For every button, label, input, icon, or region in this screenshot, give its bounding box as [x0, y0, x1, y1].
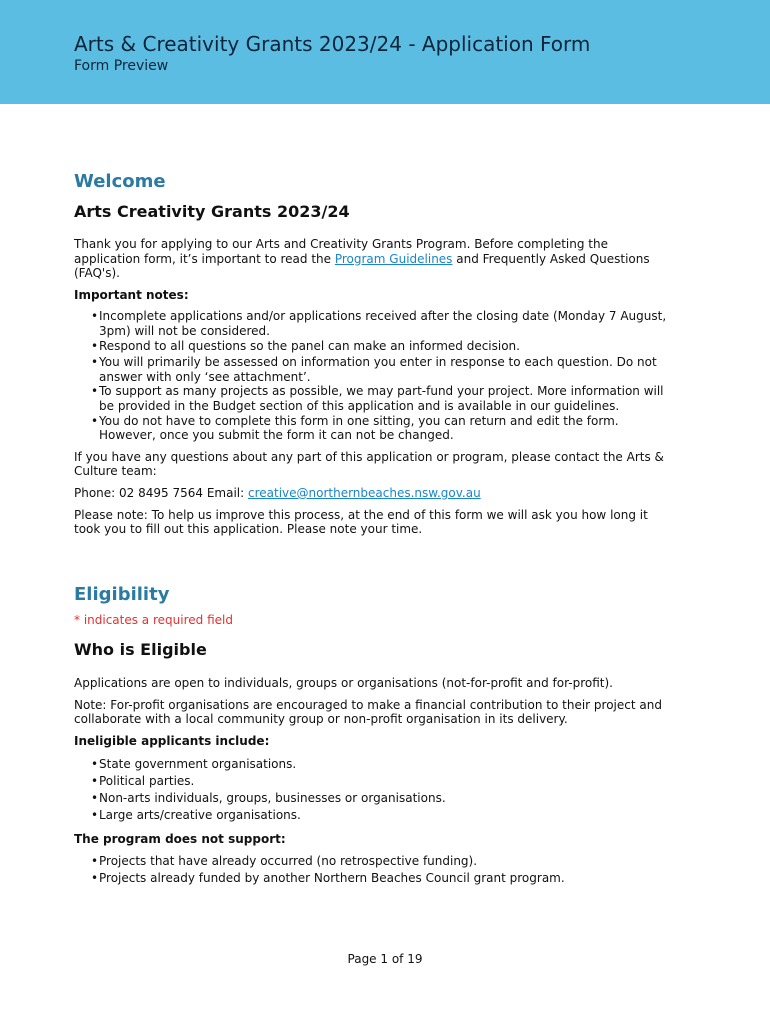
list-item-text: You do not have to complete this form in one sitting, you can return and edit the form. However, once you submit the form it can not be changed.	[99, 413, 619, 443]
important-notes-label: Important notes:	[74, 287, 189, 302]
welcome-heading: Welcome	[74, 171, 166, 192]
not-support-label: The program does not support:	[74, 831, 286, 846]
ineligible-label: Ineligible applicants include:	[74, 734, 270, 749]
list-item-text: Large arts/creative organisations.	[99, 807, 301, 822]
list-item: • Respond to all questions so the panel can make an informed decision.	[91, 338, 520, 353]
contact-email-link[interactable]: creative@northernbeaches.nsw.gov.au	[247, 485, 481, 500]
welcome-intro	[74, 237, 674, 281]
program-guidelines-link[interactable]: Program Guidelines	[334, 251, 453, 266]
form-title: Arts & Creativity Grants 2023/24 - Application Form	[74, 32, 591, 56]
form-subtitle: Form Preview	[74, 58, 169, 74]
ineligible-list	[74, 756, 674, 824]
list-item: • State government organisations.	[91, 756, 297, 771]
not-support-list	[74, 853, 674, 887]
intro-text-end: and Frequently Asked Questions (FAQ's).	[74, 251, 650, 281]
list-item-text: State government organisations.	[99, 756, 297, 771]
list-item-text: Respond to all questions so the panel can make an informed decision.	[99, 338, 520, 353]
eligibility-heading: Eligibility	[74, 583, 170, 605]
list-item: • To support as many projects as possible, we may part-fund your project. More information will be provided in the Budget section of this application and is available in our guidelines.	[91, 384, 664, 413]
list-item-text: To support as many projects as possible, we may part-fund your project. More information will be provided in the Budget section of this application and is available in our guidelines.	[99, 384, 664, 413]
list-item-text: Projects already funded by another Northern Beaches Council grant program.	[99, 871, 565, 886]
list-item-text: Incomplete applications and/or applications received after the closing date (Monday 7 August, 3pm) will not be considered.	[99, 309, 667, 338]
welcome-subheading: Arts Creativity Grants 2023/24	[74, 202, 350, 221]
eligibility-note-text: Note: For-profit organisations are encouraged to make a financial contribution to their project and collaborate with a local community group or non-profit organisation in its delivery.	[74, 697, 662, 727]
who-eligible-heading: Who is Eligible	[74, 640, 207, 660]
page-number: Page 1 of 19	[347, 952, 423, 966]
time-note: Please note: To help us improve this process, at the end of this form we will ask you how long it took you to fill out this application. Please note your time.	[74, 507, 648, 537]
list-item: • Large arts/creative organisations.	[91, 807, 301, 822]
intro-text: Thank you for applying to our Arts and Creativity Grants Program. Before completing the application form, it’s important to read the	[74, 237, 608, 266]
form-content	[74, 170, 674, 887]
list-item-text: You will primarily be assessed on information you enter in response to each question. Do not answer with only ‘see attachment’.	[99, 355, 657, 384]
list-item-text: Non-arts individuals, groups, businesses or organisations.	[99, 790, 446, 805]
header-banner	[0, 0, 770, 104]
required-field-note: * indicates a required field	[74, 612, 233, 627]
list-item: • You will primarily be assessed on information you enter in response to each question. Do not answer with only ‘see attachment’.	[91, 355, 657, 384]
list-item: • Projects already funded by another Northern Beaches Council grant program.	[91, 871, 565, 886]
eligibility-open-text: Applications are open to individuals, groups or organisations (not-for-profit and for-profit).	[74, 676, 613, 691]
list-item: • Non-arts individuals, groups, businesses or organisations.	[91, 790, 446, 805]
list-item-text: Political parties.	[99, 773, 195, 788]
list-item-text: Projects that have already occurred (no retrospective funding).	[99, 854, 478, 869]
list-item: • Incomplete applications and/or applications received after the closing date (Monday 7 August, 3pm) will not be considered.	[91, 309, 667, 338]
contact-intro: If you have any questions about any part of this application or program, please contact the Arts & Culture team:	[74, 449, 664, 479]
list-item: • You do not have to complete this form in one sitting, you can return and edit the form. However, once you submit the form it can not be changed.	[91, 413, 619, 443]
list-item: • Projects that have already occurred (no retrospective funding).	[91, 854, 478, 869]
contact-line	[74, 486, 674, 501]
list-item: • Political parties.	[91, 773, 195, 788]
contact-phone: Phone: 02 8495 7564 Email:	[74, 485, 248, 500]
important-notes-list	[74, 309, 674, 442]
